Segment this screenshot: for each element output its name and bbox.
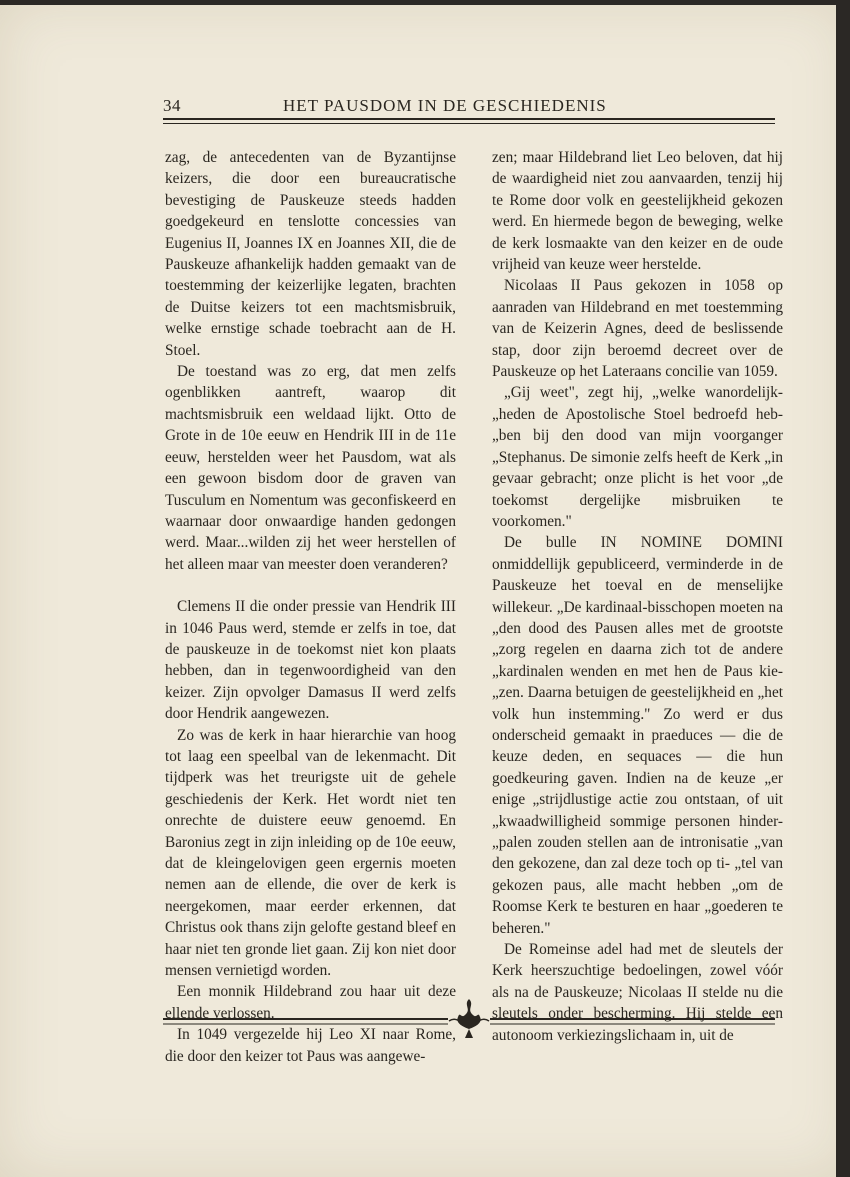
footer-ornament xyxy=(163,995,775,1040)
paragraph: De toestand was zo erg, dat men zelfs ogenblikken aantreft, waarop dit machtsmisbruik een weldaad lijkt. Otto de Grote in de 10e eeuw en Hendrik III in de 11e eeuw, herstelden weer het Pausdom, wat als een gewoon bisdom door de graven van Tusculum en Nomentum was geconfiskeerd en waarnaar door onwaardige handen gedongen werd. Maar...wilden zij het weer herstellen of het alleen maar van meester doen veranderen? xyxy=(165,363,456,573)
paragraph: Een monnik Hildebrand zou haar uit deze ellende verlossen. xyxy=(165,983,456,1022)
paragraph: Zo was de kerk in haar hierarchie van hoog tot laag een speelbal van de lekenmacht. Dit tijdperk was het treurigste uit de gehele geschiedenis der Kerk. Het wordt niet ten onrechte de duistere eeuw genoemd. En Baronius zegt in zijn inleiding op de 10e eeuw, dat de kleingelovigen geen ergernis moeten nemen aan de ellende, die over de kerk is neergekomen, maar eerder erkennen, dat Christus ook thans zijn gelofte gestand bleef en haar niet ten gronde liet gaan. Zij kon niet door mensen vernietigd worden. xyxy=(165,726,456,980)
quoted-paragraph: „Gij weet", zegt hij, „welke wanordelijk- „heden de Apostolische Stoel bedroefd heb- „ben bij den dood van mijn voorganger „Stephanus. De simonie zelfs heeft de Kerk „in gevaar gebracht; onze plicht is het voor „de toekomst dergelijke misbruiken te voorkomen." xyxy=(492,384,783,530)
paragraph: zag, de antecedenten van de Byzantijnse keizers, die door een bureaucratische bevestiging de Pauskeuze steeds hadden goedgekeurd en tenslotte concessies van Eugenius II, Joannes IX en Joannes XII, die de Pauskeuze afhankelijk hadden gemaakt van de toestemming der keizerlijke legaten, brachten de Duitse keizers tot een machtsmisbruik, welke ernstige schade toebracht aan de H. Stoel. xyxy=(165,149,456,359)
page-number: 34 xyxy=(163,96,181,115)
running-title: HET PAUSDOM IN DE GESCHIEDENIS xyxy=(283,96,607,115)
scan-edge-top xyxy=(0,0,850,5)
paragraph: De Romeinse adel had met de sleutels der Kerk heerszuchtige bedoelingen, zowel vóór als na de Pauskeuze; Nicolaas II stelde nu die sleutels onder bescherming. Hij stelde een autonoom verkiezingslichaam in, uit de xyxy=(492,941,783,1044)
header-rule-thin xyxy=(163,123,775,124)
page-header xyxy=(163,92,775,126)
right-column xyxy=(492,147,783,1046)
paragraph: De bulle IN NOMINE DOMINI onmiddellijk gepubliceerd, verminderde in de Pauskeuze het toeval en de menselijke willekeur. „De kardinaal-bisschopen moeten na „den dood des Pausen alles met de grootste „zorg regelen en daarna zich tot de andere „kardinalen wenden en met hen de Paus kie- „zen. Daarna betuigen de geestelijkheid en „het volk hun instemming." Zo werd er dus onderscheid gemaakt in praeduces — die de keuze deden, en sequaces — die hun goedkeuring gaven. Indien na de keuze „er enige „strijdlustige actie zou ontstaan, of uit „kwaadwilligheid sommige personen hinder- „palen zouden stellen aan de intronisatie „van den gekozene, dan zal deze toch op ti- „tel van gekozen paus, alle macht hebben „om de Roomse Kerk te besturen en haar „goederen te beheren." xyxy=(492,534,783,937)
paragraph: In 1049 vergezelde hij Leo XI naar Rome, die door den keizer tot Paus was aangewe- xyxy=(165,1026,456,1065)
scan-edge-right xyxy=(836,0,850,1177)
paragraph: Clemens II die onder pressie van Hendrik III in 1046 Paus werd, stemde er zelfs in toe, dat de pauskeuze in de toekomst niet kon plaats hebben, dan in tegenwoordigheid van den keizer. Zijn opvolger Damasus II werd zelfs door Hendrik aangewezen. xyxy=(165,598,456,723)
left-column xyxy=(165,147,456,1067)
header-rule xyxy=(163,118,775,120)
paragraph: zen; maar Hildebrand liet Leo beloven, dat hij de waardigheid niet zou aanvaarden, tenzij hij te Rome door volk en geestelijkheid gekozen werd. En hiermede begon de beweging, welke de kerk losmaakte van den keizer en de oude vrijheid van keuze weer herstelde. xyxy=(492,149,783,274)
flame-ornament-icon xyxy=(163,995,775,1040)
paragraph: Nicolaas II Paus gekozen in 1058 op aanraden van Hildebrand en met toestemming van de Keizerin Agnes, deed de beslissende stap, door zijn beroemd decreet over de Pauskeuze op het Lateraans concilie van 1059. xyxy=(492,277,783,381)
